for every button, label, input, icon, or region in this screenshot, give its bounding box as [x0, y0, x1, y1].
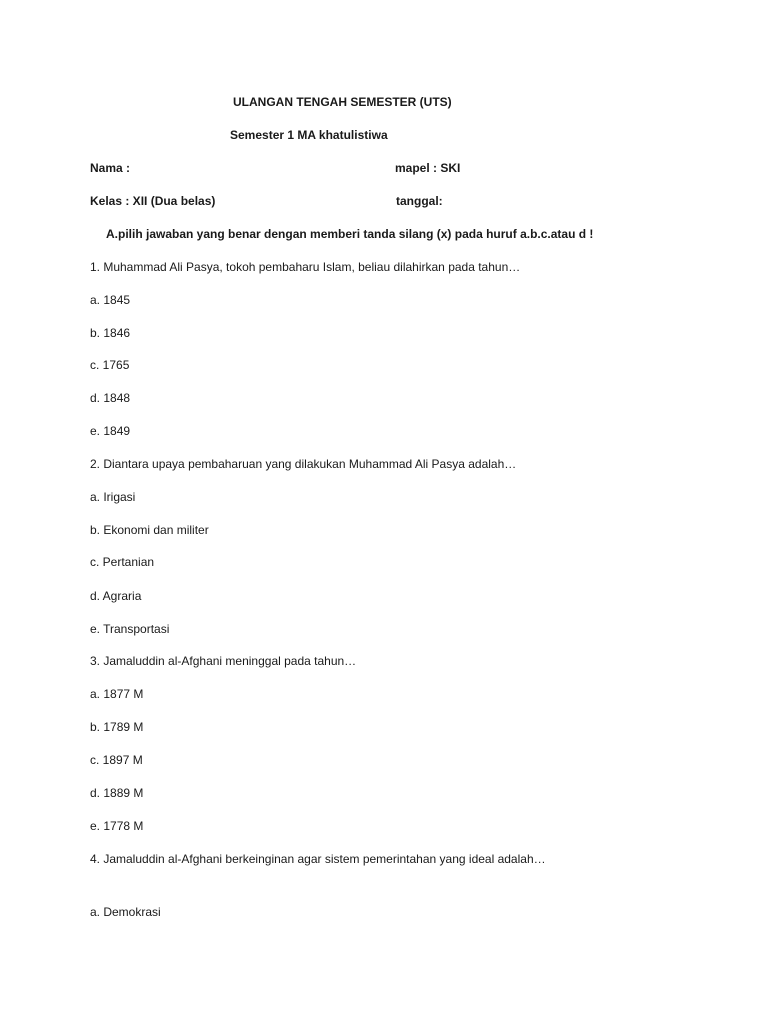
tanggal-field-label: tanggal: [396, 194, 443, 208]
answer-option: c. Pertanian [90, 555, 155, 569]
instruction-text: A.pilih jawaban yang benar dengan memberi tanda silang (x) pada huruf a.b.c.atau d ! [106, 227, 594, 241]
answer-option: a. Irigasi [90, 490, 136, 504]
question-text: 1. Muhammad Ali Pasya, tokoh pembaharu Islam, beliau dilahirkan pada tahun… [90, 260, 521, 274]
page-subtitle: Semester 1 MA khatulistiwa [230, 128, 388, 142]
answer-option: a. Demokrasi [90, 905, 161, 919]
answer-option: a. 1877 M [90, 687, 144, 701]
answer-option: c. 1897 M [90, 753, 143, 767]
kelas-field-label: Kelas : XII (Dua belas) [90, 194, 216, 208]
answer-option: c. 1765 [90, 358, 130, 372]
mapel-field-label: mapel : SKI [395, 161, 461, 175]
answer-option: e. 1778 M [90, 819, 144, 833]
nama-field-label: Nama : [90, 161, 131, 175]
answer-option: d. 1848 [90, 391, 131, 405]
answer-option: e. Transportasi [90, 622, 170, 636]
question-text: 3. Jamaluddin al-Afghani meninggal pada tahun… [90, 654, 357, 668]
answer-option: d. 1889 M [90, 786, 144, 800]
answer-option: d. Agraria [90, 589, 142, 603]
question-text: 2. Diantara upaya pembaharuan yang dilakukan Muhammad Ali Pasya adalah… [90, 457, 517, 471]
answer-option: b. 1846 [90, 326, 131, 340]
answer-option: b. 1789 M [90, 720, 144, 734]
answer-option: a. 1845 [90, 293, 131, 307]
answer-option: e. 1849 [90, 424, 131, 438]
answer-option: b. Ekonomi dan militer [90, 523, 209, 537]
page-title: ULANGAN TENGAH SEMESTER (UTS) [233, 95, 452, 109]
question-text: 4. Jamaluddin al-Afghani berkeinginan agar sistem pemerintahan yang ideal adalah… [90, 852, 546, 866]
